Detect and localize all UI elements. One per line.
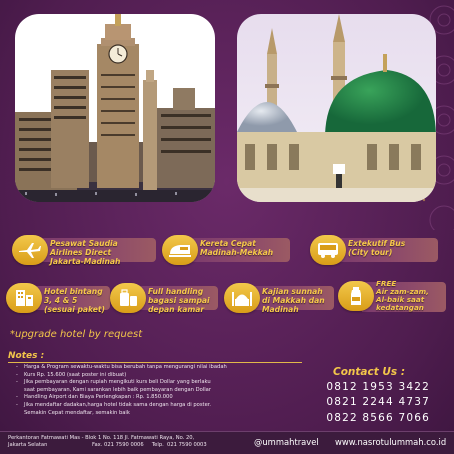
feature-kajian	[224, 284, 334, 312]
luggage-icon	[110, 283, 146, 313]
feature-bus	[310, 236, 440, 264]
feature-hotel	[6, 284, 110, 312]
water-bottle-icon	[338, 281, 374, 311]
footer-fax-phone: Fax. 021 7590 0006 Telp. 021 7590 0003	[92, 442, 207, 449]
address-line: Perkantoran Fatmawati Mas - Blok 1 No. 118 Jl. Fatmawati Raya, No. 20,	[8, 435, 195, 441]
phone-number[interactable]: 0822 8566 7066	[326, 411, 430, 424]
note-item: - Kurs Rp. 15.600 (saat poster ini dibuat)	[14, 372, 314, 380]
footer	[0, 431, 454, 454]
train-icon	[162, 235, 198, 265]
feature-text: Full handling bagasi sampai depan kamar	[148, 287, 210, 314]
note-item: - Harga & Program sewaktu-waktu bisa berubah tanpa mengurangi nilai ibadah	[14, 364, 314, 372]
feature-airline	[12, 236, 156, 264]
note-item: Semakin Cepat mendaftar, semakin baik	[24, 409, 130, 416]
makkah-clock-tower-image	[15, 14, 215, 202]
contact-title: Contact Us :	[333, 366, 406, 378]
airplane-icon	[12, 235, 48, 265]
notes-divider	[8, 362, 302, 363]
bus-icon	[310, 235, 346, 265]
notes-title: Notes :	[8, 351, 45, 361]
contact-phones	[324, 380, 430, 426]
phone-number[interactable]: 0812 1953 3422	[326, 381, 430, 393]
feature-zamzam	[338, 279, 446, 312]
feature-text: Pesawat Saudia Airlines Direct Jakarta-Madinah	[50, 239, 121, 266]
note-item: - Handling Airport dan Biaya Perlengkapan : Rp. 1.850.000	[14, 394, 314, 402]
phone-number[interactable]: 0821 2244 4737	[326, 396, 430, 409]
instagram-handle[interactable]: @ummahtravel	[254, 437, 319, 447]
note-item: - Jika pembayaran dengan rupiah mengikuti kurs beli Dollar yang berlaku	[14, 379, 314, 387]
note-item: saat pembayaran, Kami sarankan lebih baik pembayaran dengan Dollar	[24, 386, 211, 393]
notes-list	[14, 364, 314, 417]
nabawi-green-dome-image	[237, 14, 436, 202]
website-link[interactable]: www.nasrotulummah.co.id	[335, 437, 447, 447]
feature-train	[162, 236, 292, 264]
address-line: Jakarta Selatan	[8, 442, 48, 449]
feature-luggage	[110, 284, 218, 312]
note-item: - Jika mendaftar dadakan,harga hotel tidak sama dengan harga di poster.	[14, 402, 314, 410]
mosque-icon	[224, 283, 260, 313]
upgrade-note: *upgrade hotel by request	[10, 329, 143, 340]
features-section	[0, 230, 454, 322]
hotel-icon	[6, 283, 42, 313]
feature-text: Kereta Cepat Madinah-Mekkah	[200, 239, 274, 257]
feature-text: Extekutif Bus (City tour)	[348, 239, 406, 257]
feature-text: FREE Air zam-zam, Al-baik saat kedatangan	[376, 279, 429, 312]
feature-text: Hotel bintang 3, 4 & 5 (sesuai paket)	[44, 287, 106, 314]
feature-text: Kajian sunnah di Makkah dan Madinah	[262, 287, 325, 314]
